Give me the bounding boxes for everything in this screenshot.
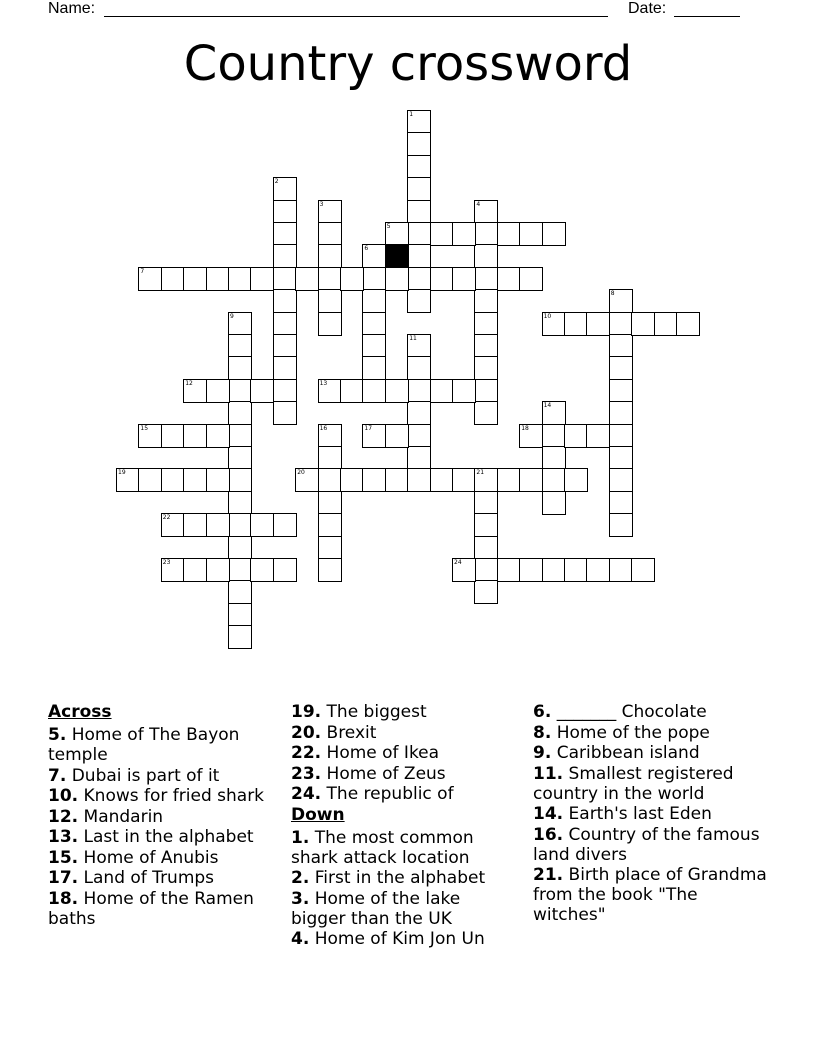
grid-cell[interactable]: [631, 558, 655, 582]
grid-cell[interactable]: [318, 513, 342, 537]
clue-number: 11: [409, 335, 417, 342]
across-clue: [48, 889, 283, 929]
grid-cell[interactable]: [228, 603, 252, 627]
grid-cell[interactable]: [542, 424, 566, 448]
clue-label-number: 2.: [291, 868, 310, 888]
clue-label-number: 3.: [291, 888, 310, 909]
grid-cell[interactable]: [385, 468, 409, 492]
grid-cell[interactable]: [474, 580, 498, 604]
clue-label-number: 13.: [48, 827, 79, 847]
clue-number: 13: [319, 379, 328, 387]
grid-cell[interactable]: [206, 513, 230, 537]
grid-cell[interactable]: [609, 401, 633, 425]
date-label: Date:: [628, 0, 667, 17]
across-clue: [48, 868, 283, 888]
clue-number: 1: [409, 111, 414, 118]
across-clue: [291, 723, 516, 743]
grid-cell[interactable]: [161, 468, 185, 492]
grid-cell[interactable]: [452, 379, 476, 403]
clue-label-number: 14.: [533, 804, 564, 824]
across-heading: Across: [48, 702, 112, 722]
down-clue: [291, 868, 516, 888]
grid-cell[interactable]: [474, 468, 498, 492]
grid-cell[interactable]: [586, 312, 610, 336]
clue-label-number: 8.: [533, 722, 552, 743]
grid-cell[interactable]: [273, 289, 297, 313]
grid-cell[interactable]: [362, 334, 386, 358]
clue-label-number: 11.: [533, 763, 564, 784]
clue-number: 5: [386, 223, 391, 230]
grid-cell[interactable]: [138, 267, 162, 291]
grid-cell[interactable]: [206, 267, 230, 291]
grid-cell[interactable]: [273, 334, 297, 358]
grid-cell[interactable]: [273, 312, 297, 336]
grid-cell[interactable]: [116, 468, 140, 492]
clue-label-number: 24.: [291, 784, 322, 804]
grid-cell[interactable]: [318, 312, 342, 336]
grid-cell[interactable]: [228, 468, 252, 492]
grid-cell[interactable]: [318, 424, 342, 448]
clue-text: The biggest: [326, 702, 427, 722]
grid-cell[interactable]: [318, 244, 342, 268]
black-cell: [385, 244, 409, 268]
clue-label-number: 17.: [48, 868, 79, 888]
clue-number: 20: [297, 469, 305, 477]
clue-text: The most common shark attack location: [291, 827, 474, 868]
down-heading: Down: [291, 804, 345, 825]
across-clue: [48, 807, 283, 827]
grid-cell[interactable]: [318, 200, 342, 224]
grid-cell[interactable]: [206, 379, 230, 403]
grid-cell[interactable]: [609, 312, 633, 336]
clue-text: Home of Zeus: [326, 763, 446, 784]
grid-cell[interactable]: [430, 379, 454, 403]
grid-cell[interactable]: [228, 312, 252, 336]
down-clue: [533, 865, 773, 925]
grid-cell[interactable]: [138, 424, 162, 448]
grid-cell[interactable]: [362, 312, 386, 336]
grid-cell[interactable]: [362, 356, 386, 380]
clue-number: 17: [364, 424, 373, 432]
clue-label-number: 16.: [533, 824, 564, 845]
grid-cell[interactable]: [183, 267, 207, 291]
grid-cell[interactable]: [138, 468, 162, 492]
clue-text: Home of Kim Jon Un: [314, 929, 485, 949]
grid-cell[interactable]: [206, 468, 230, 492]
down-clue: [533, 825, 773, 865]
grid-cell[interactable]: [228, 536, 252, 560]
clue-label-number: 18.: [48, 888, 79, 909]
clue-number: 6: [364, 245, 369, 253]
grid-cell[interactable]: [430, 267, 454, 291]
grid-cell[interactable]: [542, 468, 566, 492]
clue-text: Home of the lake bigger than the UK: [291, 888, 461, 929]
across-clue: [291, 702, 516, 722]
grid-cell[interactable]: [362, 289, 386, 313]
grid-cell[interactable]: [564, 312, 588, 336]
grid-cell[interactable]: [542, 312, 566, 336]
grid-cell[interactable]: [385, 267, 409, 291]
clue-label-number: 6.: [533, 702, 552, 722]
down-clue: [291, 828, 516, 868]
grid-cell[interactable]: [474, 379, 498, 403]
down-clue: [291, 929, 516, 949]
grid-cell[interactable]: [609, 424, 633, 448]
clue-number: 7: [140, 267, 145, 275]
grid-cell[interactable]: [340, 267, 364, 291]
grid-cell[interactable]: [474, 200, 498, 224]
clue-text: Last in the alphabet: [83, 827, 254, 847]
clue-label-number: 19.: [291, 702, 322, 722]
grid-cell[interactable]: [362, 379, 386, 403]
grid-cell[interactable]: [295, 267, 319, 291]
grid-cell[interactable]: [407, 244, 431, 268]
grid-cell[interactable]: [564, 424, 588, 448]
clue-number: 2: [274, 178, 279, 186]
clue-number: 18: [521, 424, 529, 432]
grid-cell[interactable]: [318, 468, 342, 492]
grid-cell[interactable]: [273, 513, 297, 537]
grid-cell[interactable]: [519, 468, 543, 492]
grid-cell[interactable]: [295, 468, 319, 492]
clue-label-number: 21.: [533, 865, 564, 885]
grid-cell[interactable]: [407, 222, 431, 246]
grid-cell[interactable]: [564, 558, 588, 582]
grid-cell[interactable]: [474, 558, 498, 582]
clue-number: 9: [230, 312, 234, 320]
grid-cell[interactable]: [318, 446, 342, 470]
clue-label-number: 1.: [291, 827, 310, 848]
clue-text: First in the alphabet: [314, 868, 486, 888]
grid-cell[interactable]: [474, 356, 498, 380]
grid-cell[interactable]: [318, 379, 342, 403]
down-clue: [533, 804, 773, 824]
grid-cell[interactable]: [519, 267, 543, 291]
grid-cell[interactable]: [407, 267, 431, 291]
clue-text: Earth's last Eden: [568, 804, 712, 824]
across-clue: [48, 786, 283, 806]
clue-number: 12: [185, 379, 193, 387]
grid-cell[interactable]: [183, 424, 207, 448]
clue-number: 19: [118, 469, 126, 477]
down-clue: [533, 702, 773, 722]
clue-label-number: 12.: [48, 806, 79, 827]
grid-cell[interactable]: [183, 558, 207, 582]
grid-cell[interactable]: [273, 558, 297, 582]
clue-number: 10: [543, 312, 552, 320]
grid-cell[interactable]: [183, 379, 207, 403]
down-clue: [533, 723, 773, 743]
grid-cell[interactable]: [273, 401, 297, 425]
grid-cell[interactable]: [542, 401, 566, 425]
clue-column-3: [533, 702, 773, 926]
grid-cell[interactable]: [609, 356, 633, 380]
clue-label-number: 23.: [291, 763, 322, 784]
grid-cell[interactable]: [273, 177, 297, 201]
grid-cell[interactable]: [318, 558, 342, 582]
grid-cell[interactable]: [609, 379, 633, 403]
clue-number: 16: [319, 424, 328, 432]
across-clue: [48, 827, 283, 847]
grid-cell[interactable]: [385, 424, 409, 448]
grid-cell[interactable]: [497, 267, 521, 291]
grid-cell[interactable]: [474, 401, 498, 425]
grid-cell[interactable]: [228, 379, 252, 403]
grid-cell[interactable]: [250, 558, 274, 582]
grid-cell[interactable]: [452, 558, 476, 582]
name-label: Name:: [48, 0, 96, 17]
grid-cell[interactable]: [407, 289, 431, 313]
grid-cell[interactable]: [318, 491, 342, 515]
grid-cell[interactable]: [609, 468, 633, 492]
grid-cell[interactable]: [362, 468, 386, 492]
grid-cell[interactable]: [228, 580, 252, 604]
grid-cell[interactable]: [407, 334, 431, 358]
clue-text: Home of Anubis: [83, 847, 219, 868]
clue-label-number: 7.: [48, 765, 67, 786]
grid-cell[interactable]: [273, 379, 297, 403]
clue-label-number: 5.: [48, 725, 67, 745]
grid-cell[interactable]: [161, 558, 185, 582]
grid-cell[interactable]: [362, 424, 386, 448]
grid-cell[interactable]: [161, 513, 185, 537]
grid-cell[interactable]: [250, 267, 274, 291]
grid-cell[interactable]: [586, 558, 610, 582]
clue-number: 22: [162, 514, 171, 522]
grid-cell[interactable]: [609, 289, 633, 313]
clue-label-number: 22.: [291, 743, 322, 763]
grid-cell[interactable]: [452, 468, 476, 492]
down-clue: [533, 764, 773, 804]
grid-cell[interactable]: [273, 244, 297, 268]
clue-number: 8: [610, 290, 615, 298]
grid-cell[interactable]: [519, 424, 543, 448]
grid-cell[interactable]: [474, 244, 498, 268]
grid-cell[interactable]: [228, 401, 252, 425]
grid-cell[interactable]: [497, 468, 521, 492]
grid-cell[interactable]: [609, 513, 633, 537]
grid-cell[interactable]: [228, 513, 252, 537]
grid-cell[interactable]: [340, 379, 364, 403]
down-clue: [533, 743, 773, 763]
across-clue: [291, 784, 516, 804]
grid-cell[interactable]: [228, 625, 252, 649]
clue-number: 14: [543, 402, 552, 410]
clue-number: 4: [476, 200, 481, 208]
grid-cell[interactable]: [586, 424, 610, 448]
grid-cell[interactable]: [452, 267, 476, 291]
clue-label-number: 4.: [291, 929, 310, 949]
clue-number: 24: [454, 559, 462, 566]
grid-cell[interactable]: [474, 513, 498, 537]
grid-cell[interactable]: [609, 446, 633, 470]
grid-cell[interactable]: [161, 267, 185, 291]
clue-text: _______ Chocolate: [556, 702, 707, 722]
grid-cell[interactable]: [631, 312, 655, 336]
grid-cell[interactable]: [318, 222, 342, 246]
clue-text: The republic of: [326, 784, 454, 804]
clue-text: Home of the Ramen baths: [48, 888, 254, 929]
grid-cell[interactable]: [228, 491, 252, 515]
grid-cell[interactable]: [542, 446, 566, 470]
across-clue: [48, 848, 283, 868]
grid-cell[interactable]: [362, 267, 386, 291]
grid-cell[interactable]: [407, 379, 431, 403]
grid-cell[interactable]: [228, 424, 252, 448]
grid-cell[interactable]: [273, 222, 297, 246]
grid-cell[interactable]: [474, 491, 498, 515]
grid-cell[interactable]: [452, 222, 476, 246]
across-clue: [291, 743, 516, 763]
grid-cell[interactable]: [497, 558, 521, 582]
grid-cell[interactable]: [206, 558, 230, 582]
clue-text: Country of the famous land divers: [533, 824, 760, 865]
clue-number: 3: [319, 200, 324, 208]
grid-cell[interactable]: [273, 267, 297, 291]
grid-cell[interactable]: [542, 222, 566, 246]
grid-cell[interactable]: [519, 222, 543, 246]
grid-cell[interactable]: [474, 222, 498, 246]
grid-cell[interactable]: [250, 379, 274, 403]
grid-cell[interactable]: [430, 222, 454, 246]
grid-cell[interactable]: [318, 536, 342, 560]
grid-cell[interactable]: [228, 334, 252, 358]
grid-cell[interactable]: [542, 558, 566, 582]
grid-cell[interactable]: [609, 558, 633, 582]
clue-column-1: [48, 702, 283, 929]
clue-label-number: 15.: [48, 847, 79, 868]
grid-cell[interactable]: [564, 468, 588, 492]
grid-cell[interactable]: [542, 491, 566, 515]
clue-text: Home of Ikea: [326, 743, 440, 763]
grid-cell[interactable]: [407, 446, 431, 470]
clue-label-number: 20.: [291, 722, 322, 743]
grid-cell[interactable]: [273, 356, 297, 380]
across-clue: [291, 764, 516, 784]
grid-cell[interactable]: [183, 513, 207, 537]
grid-cell[interactable]: [407, 132, 431, 156]
across-clue: [48, 725, 283, 765]
grid-cell[interactable]: [362, 244, 386, 268]
clue-text: Mandarin: [83, 806, 164, 827]
grid-cell[interactable]: [340, 468, 364, 492]
grid-cell[interactable]: [519, 558, 543, 582]
grid-cell[interactable]: [474, 267, 498, 291]
clue-label-number: 10.: [48, 786, 79, 806]
clue-text: Brexit: [326, 722, 377, 743]
grid-cell[interactable]: [273, 200, 297, 224]
grid-cell[interactable]: [318, 289, 342, 313]
clue-text: Caribbean island: [556, 743, 700, 763]
grid-cell[interactable]: [228, 558, 252, 582]
clue-label-number: 9.: [533, 743, 552, 763]
grid-cell[interactable]: [318, 267, 342, 291]
grid-cell[interactable]: [407, 177, 431, 201]
grid-cell[interactable]: [676, 312, 700, 336]
page-title: Country crossword: [183, 36, 633, 92]
grid-cell[interactable]: [250, 513, 274, 537]
clue-text: Birth place of Grandma from the book "The witches": [533, 865, 767, 925]
grid-cell[interactable]: [161, 424, 185, 448]
grid-cell[interactable]: [407, 424, 431, 448]
grid-cell[interactable]: [385, 379, 409, 403]
down-clue: [291, 889, 516, 929]
grid-cell[interactable]: [497, 222, 521, 246]
grid-cell[interactable]: [407, 110, 431, 134]
grid-cell[interactable]: [183, 468, 207, 492]
grid-cell[interactable]: [407, 356, 431, 380]
clue-number: 23: [162, 559, 171, 566]
grid-cell[interactable]: [228, 446, 252, 470]
clue-number: 21: [476, 469, 485, 477]
grid-cell[interactable]: [206, 424, 230, 448]
clue-text: Knows for fried shark: [83, 786, 265, 806]
clue-number: 15: [140, 424, 149, 432]
clue-text: Land of Trumps: [83, 868, 215, 888]
clue-text: Home of the pope: [556, 722, 710, 743]
grid-cell[interactable]: [228, 356, 252, 380]
grid-cell[interactable]: [407, 401, 431, 425]
grid-cell[interactable]: [654, 312, 678, 336]
clue-column-2: [291, 702, 516, 950]
grid-cell[interactable]: [609, 491, 633, 515]
grid-cell[interactable]: [407, 155, 431, 179]
grid-cell[interactable]: [474, 312, 498, 336]
clue-text: Dubai is part of it: [71, 765, 220, 786]
grid-cell[interactable]: [228, 267, 252, 291]
grid-cell[interactable]: [474, 536, 498, 560]
grid-cell[interactable]: [474, 334, 498, 358]
grid-cell[interactable]: [430, 468, 454, 492]
across-clue: [48, 766, 283, 786]
grid-cell[interactable]: [609, 334, 633, 358]
grid-cell[interactable]: [407, 468, 431, 492]
grid-cell[interactable]: [474, 289, 498, 313]
clue-text: Smallest registered country in the world: [533, 763, 734, 804]
grid-cell[interactable]: [385, 222, 409, 246]
grid-cell[interactable]: [407, 200, 431, 224]
clue-text: Home of The Bayon temple: [48, 725, 240, 765]
